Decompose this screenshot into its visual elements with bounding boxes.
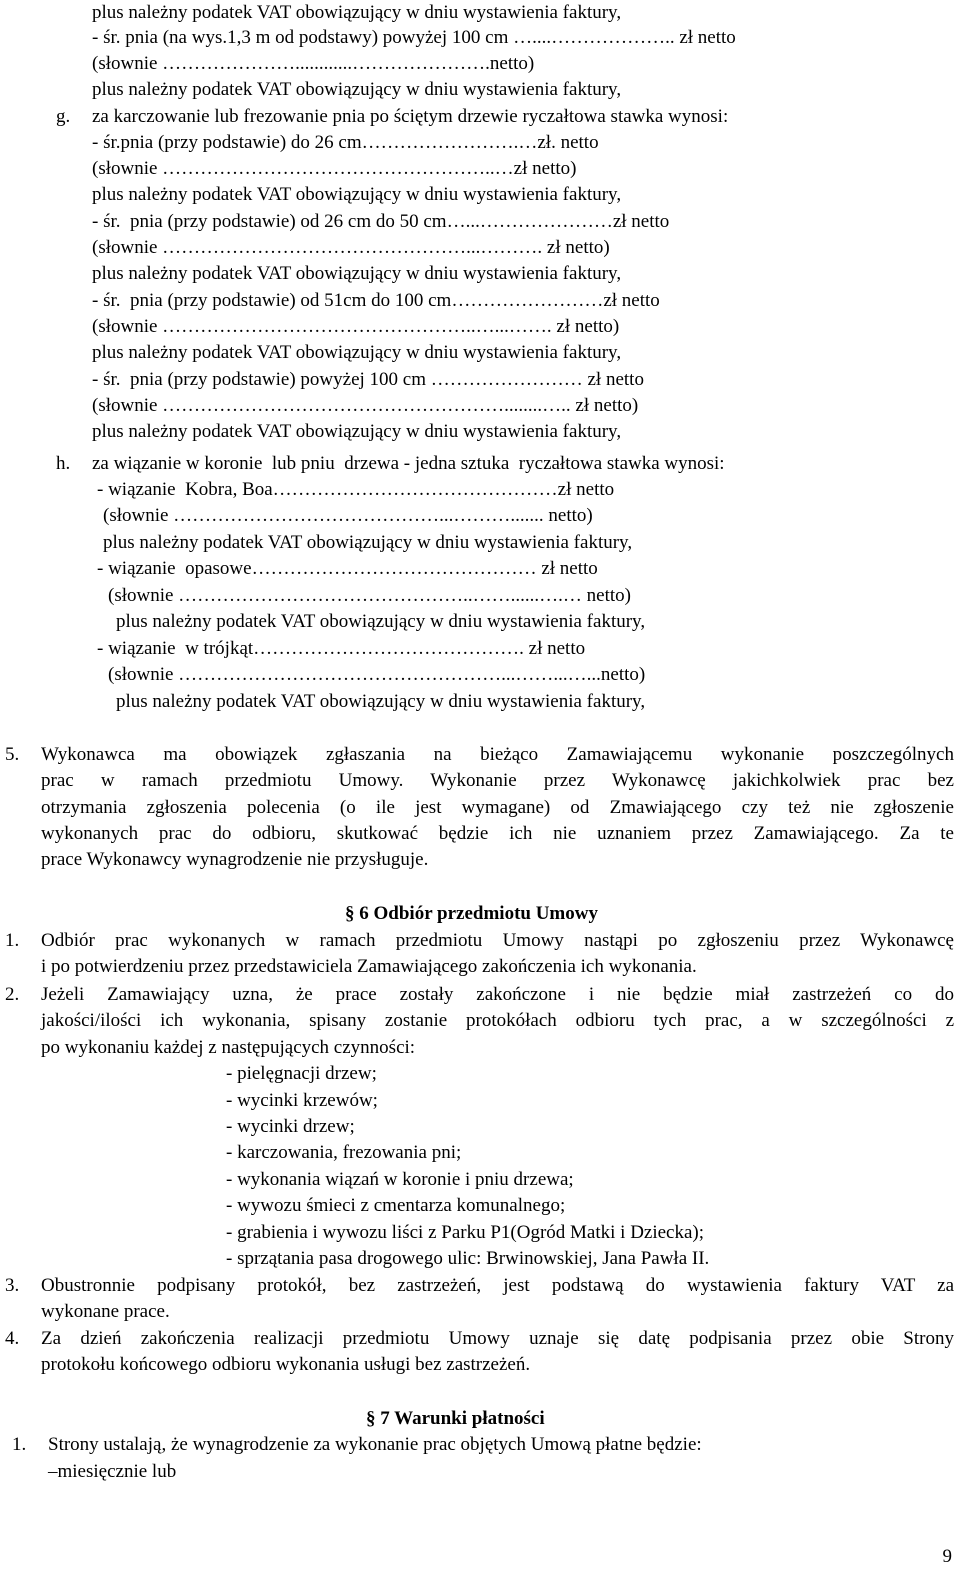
text-line: plus należny podatek VAT obowiązujący w dniu wystawienia faktury, bbox=[92, 342, 622, 363]
paragraph-line: Strony ustalają, że wynagrodzenie za wykonanie prac objętych Umową płatne będzie: bbox=[48, 1434, 702, 1455]
item-h-intro: za wiązanie w koronie lub pniu drzewa - jedna sztuka ryczałtowa stawka wynosi: bbox=[92, 453, 725, 474]
paragraph-line: Odbiór prac wykonanych w ramach przedmiotu Umowy nastąpi po zgłoszeniu przez Wykonawcę bbox=[41, 930, 954, 951]
section-6-heading: § 6 Odbiór przedmiotu Umowy bbox=[345, 903, 598, 924]
text-line: plus należny podatek VAT obowiązujący w dniu wystawienia faktury, bbox=[92, 79, 622, 100]
paragraph-line: prac w ramach przedmiotu Umowy. Wykonanie przez Wykonawcę jakichkolwiek prac bez bbox=[41, 770, 954, 791]
text-line: plus należny podatek VAT obowiązujący w dniu wystawienia faktury, bbox=[103, 532, 633, 553]
list-number-4: 4. bbox=[5, 1328, 20, 1349]
list-item: - wycinki drzew; bbox=[226, 1116, 355, 1137]
paragraph-line: prace Wykonawcy wynagrodzenie nie przysługuje. bbox=[41, 849, 429, 870]
sub-item: –miesięcznie lub bbox=[48, 1461, 177, 1482]
text-line: (słownie ……………………………………………..…zł netto) bbox=[92, 158, 577, 179]
text-line: - śr. pnia (na wys.1,3 m od podstawy) powyżej 100 cm …....……………….. zł netto bbox=[92, 27, 736, 48]
text-line: - śr.pnia (przy podstawie) do 26 cm…………………….…zł. netto bbox=[92, 132, 599, 153]
text-line: plus należny podatek VAT obowiązujący w dniu wystawienia faktury, bbox=[92, 184, 622, 205]
item-g-intro: za karczowanie lub frezowanie pnia po ściętym drzewie ryczałtowa stawka wynosi: bbox=[92, 106, 729, 127]
list-item: - wykonania wiązań w koronie i pniu drzewa; bbox=[226, 1169, 574, 1190]
text-line: (słownie …………………………………………..…...……. zł netto) bbox=[92, 316, 620, 337]
list-item: - wywozu śmieci z cmentarza komunalnego; bbox=[226, 1195, 566, 1216]
paragraph-line: Obustronnie podpisany protokół, bez zastrzeżeń, jest podstawą do wystawienia faktury VAT za bbox=[41, 1275, 954, 1296]
paragraph-line: Jeżeli Zamawiający uzna, że prace zostały zakończone i nie będzie miał zastrzeżeń co do bbox=[41, 984, 954, 1005]
text-line: (słownie …………………………………………...………. zł netto) bbox=[92, 237, 610, 258]
text-line: - śr. pnia (przy podstawie) powyżej 100 cm …………………… zł netto bbox=[92, 369, 644, 390]
text-line: - śr. pnia (przy podstawie) od 26 cm do 50 cm…...…………………zł netto bbox=[92, 211, 670, 232]
text-line: (słownie ……………………………………………...……...…...netto) bbox=[108, 664, 646, 685]
list-letter-g: g. bbox=[56, 106, 71, 127]
paragraph-line: wykonane prace. bbox=[41, 1301, 170, 1322]
text-line: (słownie …………………............………………….netto) bbox=[92, 53, 535, 74]
paragraph-line: wykonanych prac do odbioru, skutkować będzie ich nie uznaniem przez Zamawiającego. Za te bbox=[41, 823, 954, 844]
page-number: 9 bbox=[942, 1546, 952, 1567]
paragraph-line: jakości/ilości ich wykonania, spisany zostanie protokółach odbioru tych prac, a w szczególności z bbox=[41, 1010, 954, 1031]
paragraph-line: po wykonaniu każdej z następujących czynności: bbox=[41, 1037, 416, 1058]
section-7-heading: § 7 Warunki płatności bbox=[366, 1408, 545, 1429]
text-line: - wiązanie opasowe……………………………………… zł netto bbox=[97, 558, 598, 579]
list-number-3: 3. bbox=[5, 1275, 20, 1296]
list-item: - pielęgnacji drzew; bbox=[226, 1063, 377, 1084]
text-line: (słownie ……………………………………...………....... netto) bbox=[103, 505, 593, 526]
text-line: plus należny podatek VAT obowiązujący w dniu wystawienia faktury, bbox=[116, 611, 646, 632]
list-item: - sprzątania pasa drogowego ulic: Brwinowskiej, Jana Pawła II. bbox=[226, 1248, 710, 1269]
paragraph-line: Wykonawca ma obowiązek zgłaszania na bieżąco Zamawiającemu wykonanie poszczególnych bbox=[41, 744, 954, 765]
paragraph-line: otrzymania zgłoszenia polecenia (o ile jest wymagane) od Zmawiającego czy też nie zgłoszenie bbox=[41, 797, 954, 818]
text-line: (słownie ………………………………………..……......….… netto) bbox=[108, 585, 632, 606]
list-item: - wycinki krzewów; bbox=[226, 1090, 378, 1111]
list-letter-h: h. bbox=[56, 453, 71, 474]
list-number-1: 1. bbox=[5, 930, 20, 951]
text-line: (słownie ………………………………………………........….. zł netto) bbox=[92, 395, 639, 416]
list-number-5: 5. bbox=[5, 744, 20, 765]
text-line: - wiązanie w trójkąt……………………………………. zł netto bbox=[97, 638, 586, 659]
paragraph-line: protokołu końcowego odbioru wykonania usługi bez zastrzeżeń. bbox=[41, 1354, 531, 1375]
list-number-1: 1. bbox=[12, 1434, 27, 1455]
list-number-2: 2. bbox=[5, 984, 20, 1005]
paragraph-line: Za dzień zakończenia realizacji przedmiotu Umowy uznaje się datę podpisania przez obie Strony bbox=[41, 1328, 954, 1349]
list-item: - grabienia i wywozu liści z Parku P1(Ogród Matki i Dziecka); bbox=[226, 1222, 705, 1243]
text-line: - śr. pnia (przy podstawie) od 51cm do 100 cm……………………zł netto bbox=[92, 290, 660, 311]
text-line: - wiązanie Kobra, Boa………………………………………zł netto bbox=[97, 479, 615, 500]
paragraph-line: i po potwierdzeniu przez przedstawiciela Zamawiającego zakończenia ich wykonania. bbox=[41, 956, 697, 977]
list-item: - karczowania, frezowania pni; bbox=[226, 1142, 462, 1163]
text-line: plus należny podatek VAT obowiązujący w dniu wystawienia faktury, bbox=[92, 2, 622, 23]
text-line: plus należny podatek VAT obowiązujący w dniu wystawienia faktury, bbox=[116, 691, 646, 712]
text-line: plus należny podatek VAT obowiązujący w dniu wystawienia faktury, bbox=[92, 263, 622, 284]
text-line: plus należny podatek VAT obowiązujący w dniu wystawienia faktury, bbox=[92, 421, 622, 442]
